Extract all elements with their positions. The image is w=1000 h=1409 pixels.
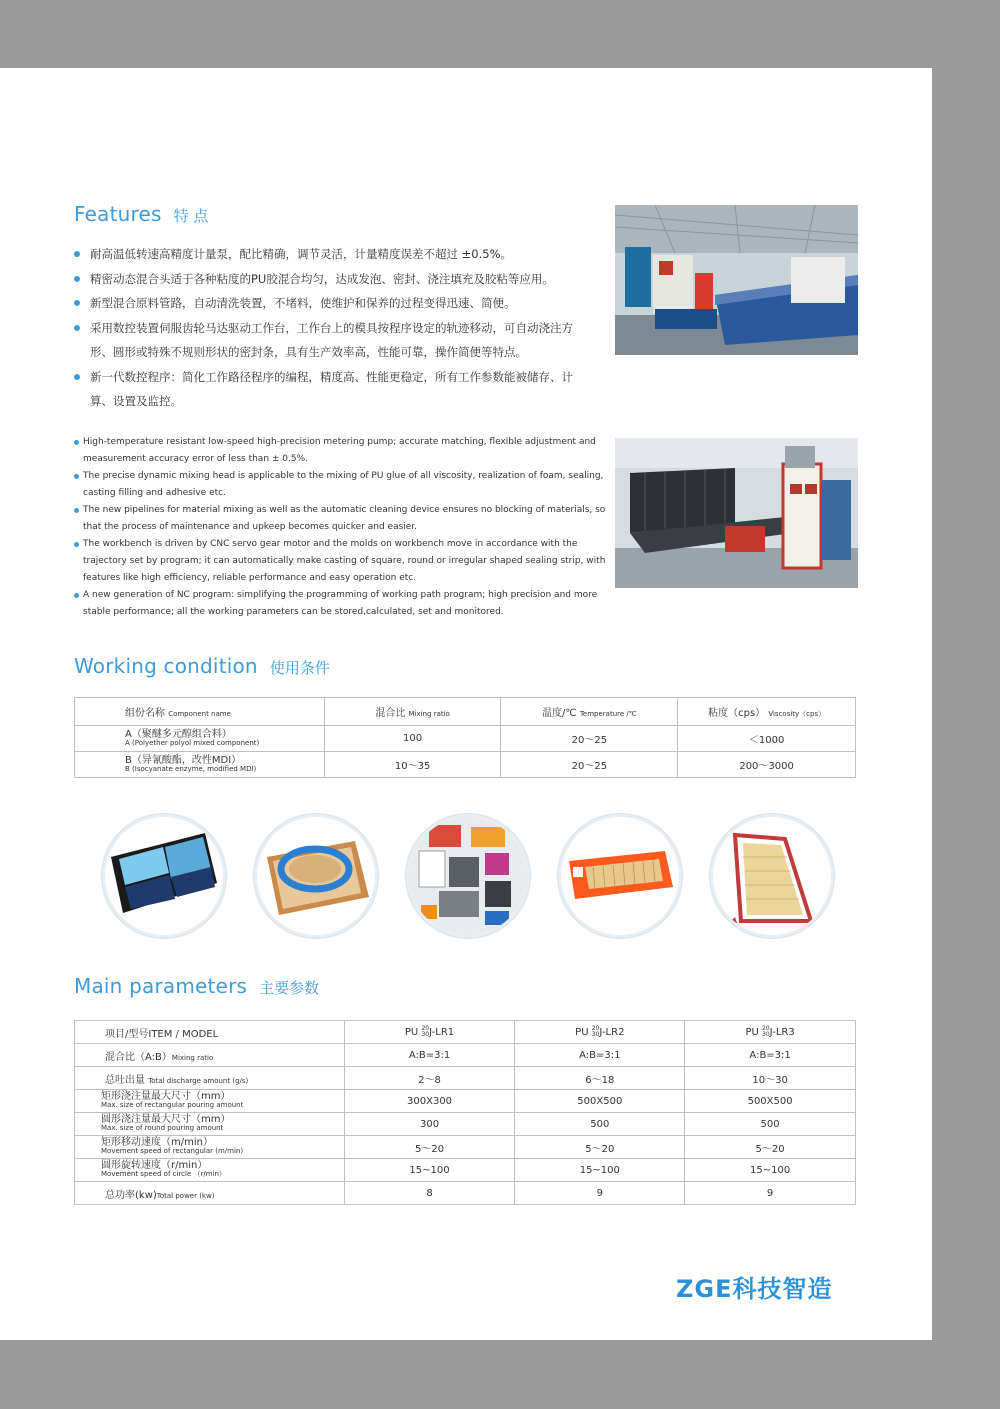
temp-cell: 20～25 [501, 752, 678, 778]
param-value-cell: 500 [515, 1113, 685, 1136]
param-value-cell: 2～8 [344, 1067, 515, 1090]
param-zh: 混合比（A:B） [105, 1051, 172, 1063]
param-label-cell [75, 1067, 345, 1090]
table-header-cell [75, 698, 325, 726]
model-cell [344, 1021, 515, 1044]
model-frac-bottom: 30 [591, 1031, 600, 1038]
product-photo-5 [710, 814, 834, 938]
param-label-cell [75, 1182, 345, 1205]
model-frac-top: 20 [421, 1025, 430, 1032]
parameters-title-zh: 主要参数 [259, 979, 320, 997]
param-label-cell [75, 1044, 345, 1067]
model-cell [515, 1021, 685, 1044]
param-value-cell: 10～30 [685, 1067, 856, 1090]
param-value-cell: A:B=3:1 [515, 1044, 685, 1067]
component-en: B (Isocyanate enzyme, modified MDI) [125, 764, 257, 773]
product-photo-3 [406, 814, 530, 938]
model-suffix: J-LR3 [769, 1027, 795, 1038]
temp-cell: 20～25 [501, 726, 678, 752]
component-zh: B（异氰酸酯，改性MDI） [125, 754, 242, 766]
param-value-cell: 9 [685, 1182, 856, 1205]
header-zh: 组份名称 [125, 708, 165, 719]
param-value-cell: 500X500 [685, 1090, 856, 1113]
param-en: Total power (kw) [156, 1191, 215, 1200]
product-photo-1 [102, 814, 226, 938]
features-en-list [74, 434, 614, 621]
header-zh: 粘度（cps） [708, 708, 766, 719]
table-row [75, 698, 856, 726]
param-label-cell [75, 1136, 345, 1159]
param-value-cell: A:B=3:1 [344, 1044, 515, 1067]
param-value-cell: 5～20 [344, 1136, 515, 1159]
parameters-title-en: Main parameters [74, 974, 248, 998]
table-row [75, 1044, 856, 1067]
ratio-cell: 10～35 [324, 752, 501, 778]
table-row [75, 1113, 856, 1136]
param-value-cell: 500X500 [515, 1090, 685, 1113]
list-item: High-temperature resistant low-speed high-precision metering pump; accurate matching, flexible adjustment and measurement accuracy error of less than ± 0.5%. [74, 434, 614, 468]
param-value-cell: 15~100 [344, 1159, 515, 1182]
list-item: 新型混合原料管路，自动清洗装置，不堵料，使维护和保养的过程变得迅速、简便。 [74, 291, 594, 316]
component-cell [75, 752, 325, 778]
param-value-cell: 5～20 [515, 1136, 685, 1159]
param-zh: 矩形移动速度（m/min） [101, 1137, 213, 1148]
table-row [75, 1021, 856, 1044]
list-item: 精密动态混合头适于各种粘度的PU胶混合均匀，达成发泡、密封、浇注填充及胶粘等应用。 [74, 267, 594, 292]
company-logo: ZGE科技智造 [676, 1275, 833, 1303]
features-title-en: Features [74, 202, 162, 226]
param-zh: 总吐出量 [105, 1074, 145, 1086]
param-value-cell: A:B=3:1 [685, 1044, 856, 1067]
product-photo-4 [558, 814, 682, 938]
param-en: Mixing ratio [171, 1053, 214, 1062]
table-row [75, 1159, 856, 1182]
working-condition-table [74, 697, 856, 778]
model-label-en: ITEM / MODEL [148, 1028, 219, 1040]
param-zh: 圆形浇注量最大尺寸（mm） [101, 1114, 231, 1125]
viscosity-cell: ＜1000 [678, 726, 856, 752]
table-header-cell [678, 698, 856, 726]
param-en: Max. size of round pouring amount [101, 1124, 224, 1132]
working-title-en: Working condition [74, 654, 258, 678]
param-label-cell [75, 1090, 345, 1113]
model-prefix: PU [404, 1027, 419, 1038]
header-zh: 温度/℃ [542, 708, 577, 719]
list-item: The workbench is driven by CNC servo gear motor and the molds on workbench move in accordance with the trajectory set by program; it can automatically make casting of square, round or irregular shaped sealing strip, with features like high efficiency, reliable performance and easy operation etc. [74, 536, 614, 587]
table-header-cell [324, 698, 501, 726]
model-prefix: PU [575, 1027, 589, 1038]
factory-photo-1 [615, 205, 858, 355]
model-frac-top: 20 [762, 1025, 770, 1032]
viscosity-cell: 200～3000 [678, 752, 856, 778]
model-label-zh: 项目/型号 [105, 1028, 149, 1040]
table-row [75, 1136, 856, 1159]
table-row [75, 752, 856, 778]
working-title-zh: 使用条件 [269, 659, 330, 677]
model-frac-top: 20 [591, 1025, 600, 1032]
model-suffix: J-LR2 [599, 1027, 625, 1038]
component-en: A (Polyether polyol mixed component) [125, 738, 260, 747]
table-row [75, 1090, 856, 1113]
model-frac-bottom: 30 [762, 1031, 770, 1038]
param-zh: 总功率(kw) [105, 1189, 157, 1201]
param-label-cell [75, 1159, 345, 1182]
header-en: Temperature /℃ [579, 710, 637, 718]
features-title [74, 202, 208, 226]
table-row [75, 1182, 856, 1205]
param-en: Max. size of rectangular pouring amount [101, 1101, 244, 1109]
param-value-cell: 15~100 [515, 1159, 685, 1182]
list-item: A new generation of NC program: simplifying the programming of working path program; high precision and more stable performance; all the working parameters can be stored,calculated, set and monitored. [74, 587, 614, 621]
factory-photo-2 [615, 438, 858, 588]
list-item: The precise dynamic mixing head is applicable to the mixing of PU glue of all viscosity, realization of foam, sealing, casting filling and adhesive etc. [74, 468, 614, 502]
param-value-cell: 9 [515, 1182, 685, 1205]
param-en: Movement speed of rectangular (m/min) [101, 1147, 244, 1155]
param-value-cell: 6～18 [515, 1067, 685, 1090]
list-item: 采用数控装置伺服齿轮马达驱动工作台，工作台上的模具按程序设定的轨迹移动，可自动浇注方形、圆形或特殊不规则形状的密封条，具有生产效率高，性能可靠，操作简便等特点。 [74, 316, 594, 365]
header-zh: 混合比 [375, 708, 406, 719]
component-zh: A（聚醚多元醇组合料） [125, 728, 232, 740]
ratio-cell: 100 [324, 726, 501, 752]
param-value-cell: 5～20 [685, 1136, 856, 1159]
list-item: 新一代数控程序：简化工作路径程序的编程，精度高、性能更稳定，所有工作参数能被储存、计算、设置及监控。 [74, 365, 594, 414]
parameters-title [74, 974, 319, 998]
param-label-cell [75, 1113, 345, 1136]
model-suffix: J-LR1 [429, 1027, 455, 1038]
list-item: The new pipelines for material mixing as well as the automatic cleaning device ensures no blocking of materials, so that the process of maintenance and upkeep becomes quicker and easier. [74, 502, 614, 536]
param-value-cell: 15~100 [685, 1159, 856, 1182]
param-value-cell: 8 [344, 1182, 515, 1205]
param-value-cell: 500 [685, 1113, 856, 1136]
model-cell [685, 1021, 856, 1044]
header-en: Mixing ratio [408, 710, 450, 718]
product-photo-2 [254, 814, 378, 938]
model-prefix: PU [745, 1027, 759, 1038]
table-row [75, 1067, 856, 1090]
param-en: Total discharge amount (g/s) [148, 1076, 249, 1085]
table-header-cell [75, 1021, 345, 1044]
model-frac-bottom: 30 [421, 1031, 430, 1038]
param-zh: 矩形浇注量最大尺寸（mm） [101, 1091, 231, 1102]
working-title [74, 654, 330, 678]
table-row [75, 726, 856, 752]
list-item: 耐高温低转速高精度计量泵，配比精确，调节灵活，计量精度误差不超过 ±0.5%。 [74, 242, 594, 267]
features-title-zh: 特 点 [173, 207, 209, 225]
parameters-table [74, 1020, 856, 1205]
param-en: Movement speed of circle （r/min） [101, 1170, 226, 1178]
header-en: Component name [168, 710, 231, 718]
component-cell [75, 726, 325, 752]
header-en: Viscosity（cps） [768, 710, 826, 718]
param-value-cell: 300X300 [344, 1090, 515, 1113]
features-cn-list [74, 242, 594, 414]
table-header-cell [501, 698, 678, 726]
param-value-cell: 300 [344, 1113, 515, 1136]
param-zh: 圆形旋转速度（r/min） [101, 1160, 208, 1171]
